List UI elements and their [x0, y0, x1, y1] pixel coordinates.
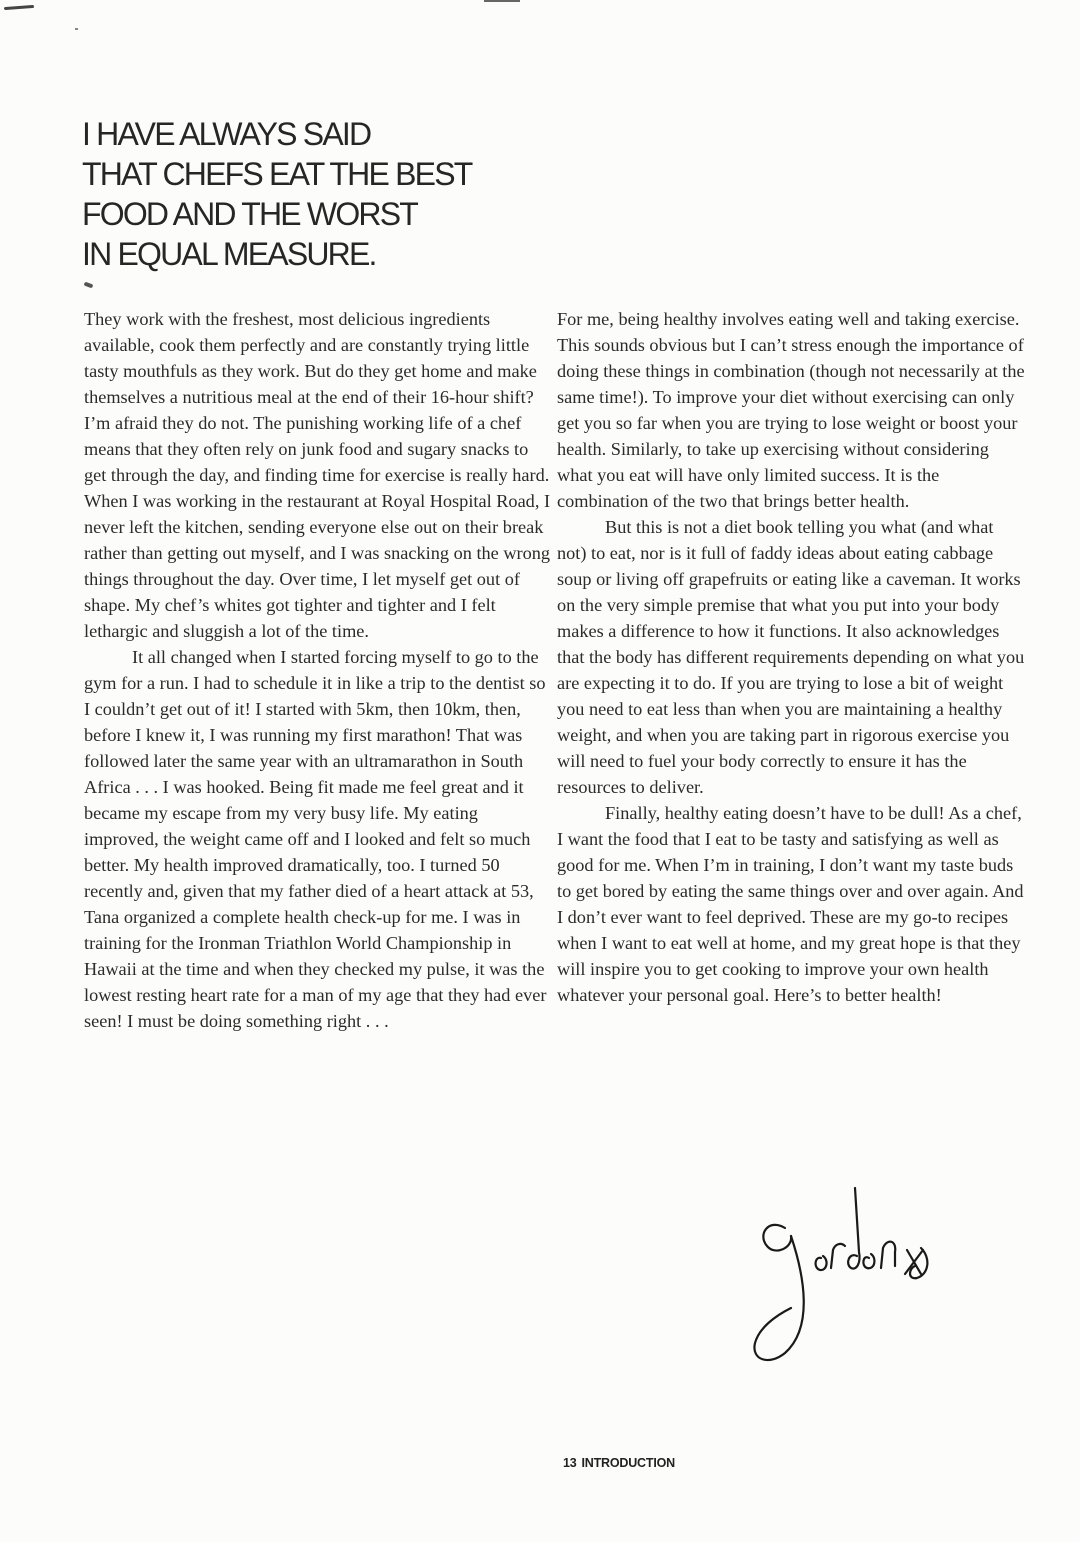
page-footer — [563, 1456, 680, 1470]
page-number: 13 — [563, 1456, 577, 1470]
heading-line: FOOD AND THE WORST — [82, 196, 418, 232]
body-paragraph: Finally, healthy eating doesn’t have to be dull! As a chef, I want the food that I eat to be tasty and satisfying as well as good for me. When I’m in training, I don’t want my taste buds to get bored by eating the same things over and over again. And I don’t ever want to feel deprived. These are my go-to recipes when I want to eat well at home, and my great hope is that they will inspire you to get cooking to improve your own health whatever your personal goal. Here’s to better health! — [557, 803, 1024, 1005]
scan-mark — [75, 28, 78, 30]
body-paragraph: But this is not a diet book telling you what (and what not) to eat, nor is it full of faddy ideas about eating cabbage soup or living off grapefruits or eating like a caveman. It works on the very simple premise that what you put into your body makes a difference to how it functions. It also acknowledges that the body has different requirements depending on what you are expecting it to do. If you are trying to lose a bit of weight you need to eat less than when you are maintaining a healthy weight, and when you are taking part in rigorous exercise you will need to fuel your body correctly to ensure it has the resources to deliver. — [557, 517, 1025, 797]
body-column-right — [557, 306, 1027, 1008]
ink-mark — [84, 282, 94, 289]
scan-mark — [4, 5, 34, 10]
body-column-left — [84, 306, 554, 1034]
heading-line: THAT CHEFS EAT THE BEST — [82, 156, 472, 192]
body-paragraph: For me, being healthy involves eating well and taking exercise. This sounds obvious but I can’t stress enough the importance of doing these things in combination (though not necessarily at the same time!). To improve your diet without exercising can only get you so far when you are trying to lose weight or boost your health. Similarly, to take up exercising without considering what you eat will have only limited success. It is the combination of the two that brings better health. — [557, 309, 1025, 511]
handwritten-signature — [745, 1178, 945, 1378]
body-paragraph: They work with the freshest, most delicious ingredients available, cook them perfectly and are constantly trying little tasty mouthfuls as they work. But do they get home and make themselves a nutritious meal at the end of their 16-hour shift? I’m afraid they do not. The punishing working life of a chef means that they often rely on junk food and sugary snacks to get through the day, and finding time for exercise is really hard. When I was working in the restaurant at Royal Hospital Road, I never left the kitchen, sending everyone else out on their break rather than getting out myself, and I was snacking on the wrong things throughout the day. Over time, I let myself get out of shape. My chef’s whites got tighter and tighter and I felt lethargic and sluggish a lot of the time. — [84, 309, 551, 641]
scan-mark — [484, 0, 520, 2]
heading-line: IN EQUAL MEASURE. — [82, 236, 376, 272]
heading-line: I HAVE ALWAYS SAID — [82, 116, 371, 152]
body-paragraph: It all changed when I started forcing myself to go to the gym for a run. I had to schedule it in like a trip to the dentist so I couldn’t get out of it! I started with 5km, then 10km, then, before I knew it, I was running my first marathon! That was followed later the same year with an ultramarathon in South Africa . . . I was hooked. Being fit made me feel great and it became my escape from my very busy life. My eating improved, the weight came off and I looked and felt so much better. My health improved dramatically, too. I turned 50 recently and, given that my father died of a heart attack at 53, Tana organized a complete health check-up for me. I was in training for the Ironman Triathlon World Championship in Hawaii at the time and when they checked my pulse, it was the lowest resting heart rate for a man of my age that they had ever seen! I must be doing something right . . . — [84, 647, 547, 1031]
section-label: INTRODUCTION — [581, 1456, 675, 1470]
page-heading — [82, 114, 552, 274]
